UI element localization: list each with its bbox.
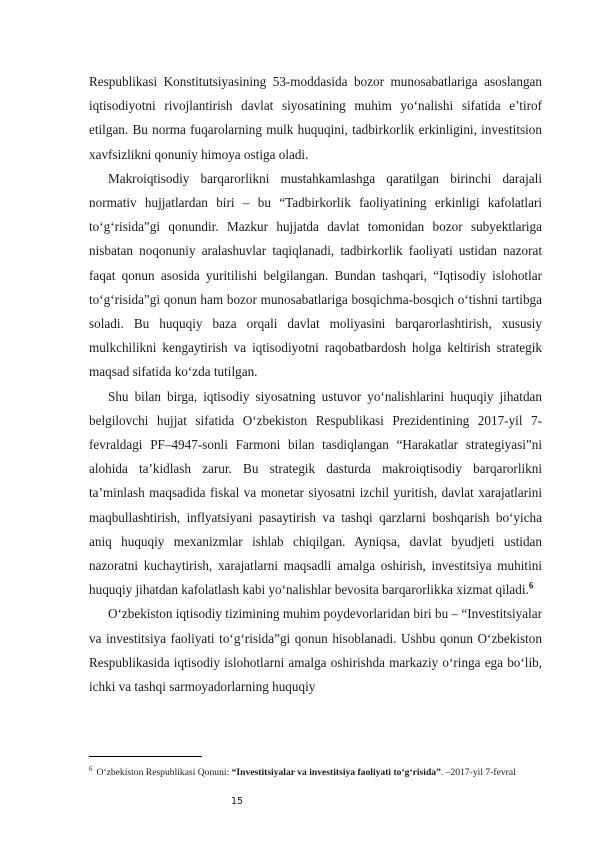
- footnote-separator: [89, 756, 202, 757]
- paragraph: [89, 385, 542, 603]
- footnote-reference[interactable]: 6: [528, 580, 534, 591]
- footnote-title: “Investitsiyalar va investitsiya faoliyati to‘g‘risida”: [231, 767, 441, 779]
- paragraph: Respublikasi Konstitutsiyasining 53-moddasida bozor munosabatlariga asoslangan iqtisodiyotni rivojlantirish davlat siyosatining muhim yo‘nalishi sifatida e’tirof etilgan. Bu norma fuqarolarning mulk huquqini, tadbirkorlik erkinligini, investitsion xavfsizlikni qonuniy himoya ostiga oladi.: [89, 74, 542, 162]
- footnote-suffix: . –2017-yil 7-fevral: [440, 767, 516, 779]
- body-text: [89, 70, 542, 699]
- footnote-number: 6: [89, 765, 93, 773]
- paragraph: O‘zbekiston iqtisodiy tizimining muhim poydevorlaridan biri bu – “Investitsiyalar va investitsiya faoliyati to‘g‘risida”gi qonun hisoblanadi. Ushbu qonun O‘zbekiston Respublikasida iqtisodiy islohotlarni amalga oshirishda markaziy o‘ringa ega bo‘lib, ichki va tashqi sarmoyadorlarning huquqiy: [89, 606, 542, 695]
- footnote-prefix: O‘zbekiston Respublikasi Qonuni:: [96, 767, 232, 779]
- footnote: [89, 763, 549, 779]
- paragraph-text: Shu bilan birga, iqtisodiy siyosatning ustuvor yo‘nalishlarini huquqiy jihatdan belgilovchi hujjat sifatida O‘zbekiston Respublikasi Prezidentining 2017-yil 7-fevraldagi PF–4947-sonli Farmoni bilan tasdiqlangan “Harakatlar strategiyasi”ni alohida ta’kidlash zarur. Bu strategik dasturda makroiqtisodiy barqarorlikni ta’minlash maqsadida fiskal va monetar siyosatni izchil yuritish, davlat xarajatlarini maqbullashtirish, inflyatsiyani pasaytirish va tashqi qarzlarni boshqarish bo‘yicha aniq huquqiy mexanizmlar ishlab chiqilgan. Ayniqsa, davlat byudjeti ustidan nazoratni kuchaytirish, xarajatlarni maqsadli amalga oshirish, investitsiya muhitini huquqiy jihatdan kafolatlash kabi yo‘nalishlar bevosita barqarorlikka xizmat qiladi.: [89, 388, 542, 598]
- page-number: 15: [231, 796, 244, 807]
- paragraph: Makroiqtisodiy barqarorlikni mustahkamlashga qaratilgan birinchi darajali normativ hujjatlardan biri – bu “Tadbirkorlik faoliyatining erkinligi kafolatlari to‘g‘risida”gi qonundir. Mazkur hujjatda davlat tomonidan bozor subyektlariga nisbatan noqonuniy aralashuvlar taqiqlanadi, tadbirkorlik faoliyati ustidan nazorat faqat qonun asosida yuritilishi belgilangan. Bundan tashqari, “Iqtisodiy islohotlar to‘g‘risida”gi qonun ham bozor munosabatlariga bosqichma-bosqich o‘tishni tartibga soladi. Bu huquqiy baza orqali davlat moliyasini barqarorlashtirish, xususiy mulkchilikni kengaytirish va iqtisodiyotni raqobatbardosh holga keltirish strategik maqsad sifatida ko‘zda tutilgan.: [89, 170, 542, 380]
